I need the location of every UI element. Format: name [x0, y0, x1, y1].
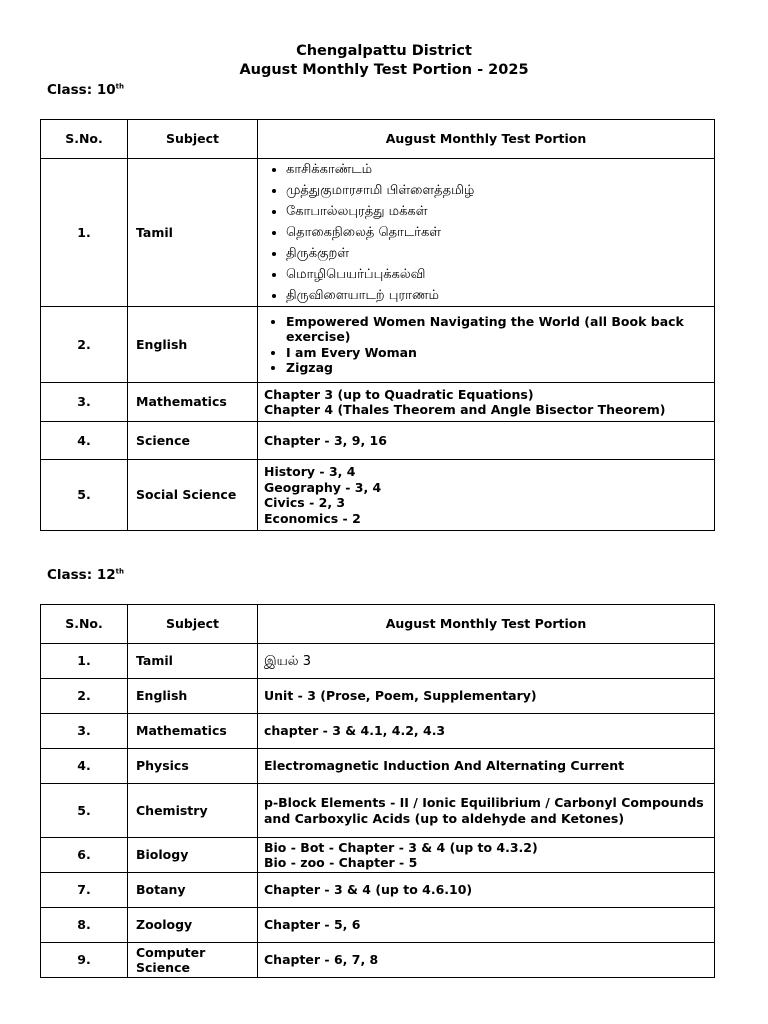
portion-cell: [258, 383, 715, 422]
sno-cell: 4.: [41, 422, 128, 460]
sno-cell: 1.: [41, 644, 128, 679]
subject-cell: Mathematics: [128, 714, 258, 749]
list-item: • கோபால்லபுரத்து மக்கள்: [286, 201, 708, 222]
class-10-label: Class: 10th: [47, 82, 124, 98]
portion-list: [264, 159, 708, 306]
table-row: [41, 838, 715, 873]
list-item: • தொகைநிலைத் தொடர்கள்: [286, 222, 708, 243]
portion-cell: [258, 784, 715, 838]
table-row: [41, 307, 715, 383]
portion-line: History - 3, 4: [264, 464, 356, 479]
column-header-portion: August Monthly Test Portion: [258, 120, 715, 159]
subject-cell: Zoology: [128, 908, 258, 943]
list-item: • I am Every Woman: [286, 345, 708, 361]
portion-line: Unit - 3 (Prose, Poem, Supplementary): [264, 688, 537, 704]
table-header-row: [41, 120, 715, 159]
table-row: [41, 908, 715, 943]
class-12-table: [40, 604, 715, 978]
portion-cell: [258, 159, 715, 307]
subject-cell: Mathematics: [128, 383, 258, 422]
table-row: [41, 943, 715, 978]
table-row: [41, 714, 715, 749]
portion-line: Chapter 3 (up to Quadratic Equations): [264, 386, 534, 402]
sno-cell: 8.: [41, 908, 128, 943]
portion-cell: [258, 644, 715, 679]
subject-cell: Biology: [128, 838, 258, 873]
sno-cell: 3.: [41, 714, 128, 749]
sno-cell: 6.: [41, 838, 128, 873]
subject-cell: Social Science: [128, 460, 258, 531]
subject-cell: Computer Science: [128, 943, 258, 978]
table-row: [41, 749, 715, 784]
sno-cell: 1.: [41, 159, 128, 307]
subject-cell: Chemistry: [128, 784, 258, 838]
column-header-subject: Subject: [128, 120, 258, 159]
portion-line: Chapter - 3, 9, 16: [264, 432, 387, 448]
table-row: [41, 873, 715, 908]
portion-cell: [258, 749, 715, 784]
sno-cell: 2.: [41, 679, 128, 714]
table-row: [41, 159, 715, 307]
table-row: [41, 383, 715, 422]
document-title: August Monthly Test Portion - 2025: [239, 62, 529, 78]
table-row: [41, 460, 715, 531]
table-row: [41, 644, 715, 679]
portion-line: p-Block Elements - II / Ionic Equilibrium / Carbonyl Compounds and Carboxylic Acids (up to aldehyde and Ketones): [264, 795, 704, 826]
list-item: • முத்துகுமாரசாமி பிள்ளைத்தமிழ்: [286, 180, 708, 201]
subject-cell: Botany: [128, 873, 258, 908]
sno-cell: 5.: [41, 460, 128, 531]
portion-line: Chapter - 6, 7, 8: [264, 952, 379, 968]
subject-cell: Tamil: [128, 644, 258, 679]
subject-cell: English: [128, 307, 258, 383]
list-item: • திருக்குறள்: [286, 243, 708, 264]
portion-cell: [258, 873, 715, 908]
portion-line: Civics - 2, 3: [264, 495, 346, 510]
list-item: • Zigzag: [286, 360, 708, 376]
portion-line: இயல் 3: [264, 653, 311, 669]
portion-list: [264, 314, 708, 376]
subject-cell: Physics: [128, 749, 258, 784]
portion-line: Bio - Bot - Chapter - 3 & 4 (up to 4.3.2): [264, 839, 538, 855]
class-12-label: Class: 12th: [47, 567, 124, 583]
portion-cell: [258, 838, 715, 873]
portion-line: Economics - 2: [264, 510, 361, 526]
table-header-row: [41, 605, 715, 644]
portion-cell: [258, 714, 715, 749]
portion-cell: [258, 422, 715, 460]
column-header-sno: S.No.: [41, 605, 128, 644]
column-header-subject: Subject: [128, 605, 258, 644]
portion-cell: [258, 679, 715, 714]
portion-line: Chapter - 3 & 4 (up to 4.6.10): [264, 882, 473, 898]
sno-cell: 7.: [41, 873, 128, 908]
portion-line: Chapter 4 (Thales Theorem and Angle Bisector Theorem): [264, 402, 666, 417]
list-item: • Empowered Women Navigating the World (all Book back exercise): [286, 314, 708, 345]
sno-cell: 3.: [41, 383, 128, 422]
sno-cell: 2.: [41, 307, 128, 383]
table-row: [41, 679, 715, 714]
portion-line: chapter - 3 & 4.1, 4.2, 4.3: [264, 723, 446, 739]
portion-line: Chapter - 5, 6: [264, 917, 361, 933]
class-10-table: [40, 119, 715, 531]
portion-cell: [258, 460, 715, 531]
column-header-sno: S.No.: [41, 120, 128, 159]
portion-line: Geography - 3, 4: [264, 479, 382, 495]
table-row: [41, 422, 715, 460]
portion-cell: [258, 943, 715, 978]
list-item: • மொழிபெயர்ப்புக்கல்வி: [286, 264, 708, 285]
portion-cell: [258, 908, 715, 943]
list-item: • காசிக்காண்டம்: [286, 159, 708, 180]
district-title: Chengalpattu District: [296, 43, 472, 59]
subject-cell: Science: [128, 422, 258, 460]
portion-line: Electromagnetic Induction And Alternating Current: [264, 758, 625, 774]
subject-cell: Tamil: [128, 159, 258, 307]
table-row: [41, 784, 715, 838]
document-header: [0, 42, 768, 80]
portion-line: Bio - zoo - Chapter - 5: [264, 855, 418, 870]
column-header-portion: August Monthly Test Portion: [258, 605, 715, 644]
portion-cell: [258, 307, 715, 383]
sno-cell: 4.: [41, 749, 128, 784]
sno-cell: 5.: [41, 784, 128, 838]
list-item: • திருவிளையாடற் புராணம்: [286, 285, 708, 306]
sno-cell: 9.: [41, 943, 128, 978]
subject-cell: English: [128, 679, 258, 714]
